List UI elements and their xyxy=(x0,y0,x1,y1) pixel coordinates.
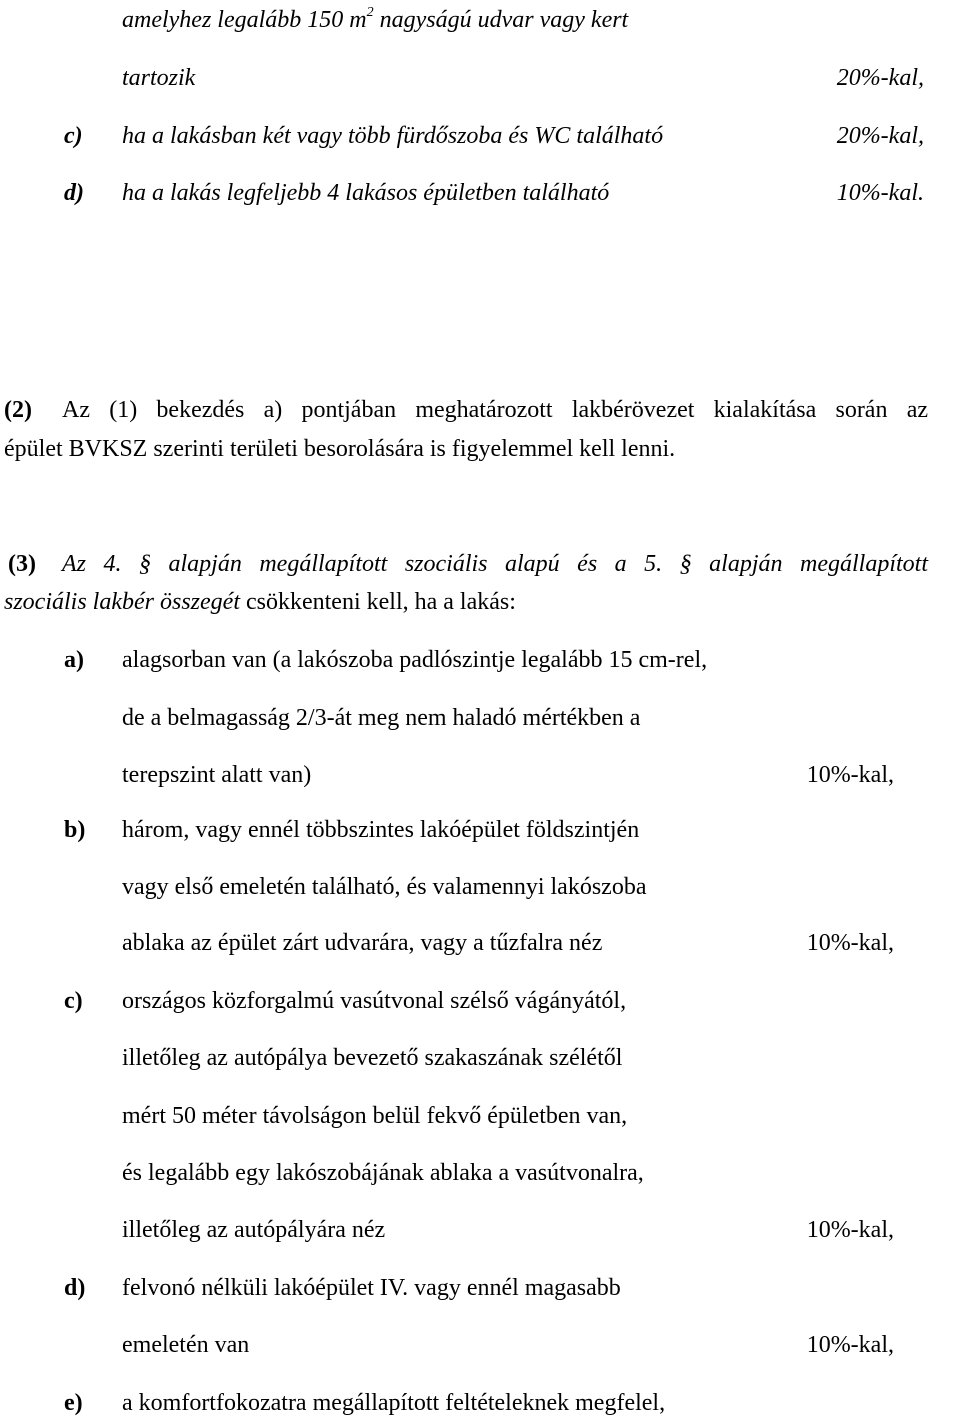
para-2-line-2 xyxy=(0,431,960,467)
list-c-marker: c) xyxy=(64,123,83,149)
para-3-line-1 xyxy=(0,546,960,582)
item-d-percent: 10%-kal, xyxy=(806,1332,894,1358)
item-d-line-2 xyxy=(0,1327,960,1363)
para-2-line-1 xyxy=(0,392,960,428)
para-2-text-2: épület BVKSZ szerinti területi besorolására is figyelemmel kell lenni. xyxy=(4,436,676,462)
list-b-line-2 xyxy=(0,60,960,96)
item-a-text-2: de a belmagasság 2/3-át meg nem haladó mértékben a xyxy=(122,705,641,731)
item-b-marker: b) xyxy=(64,817,86,843)
para-3-text-1: Az 4. § alapján megállapított szociális alapú és a 5. § alapján megállapított xyxy=(62,551,928,577)
item-d-line-1 xyxy=(0,1270,960,1306)
item-b-text-1: három, vagy ennél többszintes lakóépület földszintjén xyxy=(122,817,640,843)
list-d-marker: d) xyxy=(64,180,84,206)
item-c-line-1 xyxy=(0,983,960,1019)
item-c-text-1: országos közforgalmú vasútvonal szélső vágányától, xyxy=(122,988,627,1014)
item-e-line-1 xyxy=(0,1385,960,1421)
item-c-text-5: illetőleg az autópályára néz xyxy=(122,1217,386,1243)
item-c-line-2 xyxy=(0,1040,960,1076)
item-c-line-3 xyxy=(0,1098,960,1134)
item-c-line-5 xyxy=(0,1212,960,1248)
item-a-line-3 xyxy=(0,757,960,793)
item-c-text-4: és legalább egy lakószobájának ablaka a vasútvonalra, xyxy=(122,1160,644,1186)
item-c-percent: 10%-kal, xyxy=(806,1217,894,1243)
item-c-text-3: mért 50 méter távolságon belül fekvő épületben van, xyxy=(122,1103,628,1129)
para-3-line-2 xyxy=(0,584,960,620)
list-d-percent: 10%-kal. xyxy=(836,180,924,206)
item-b-text-3: ablaka az épület zárt udvarára, vagy a tűzfalra néz xyxy=(122,930,603,956)
item-a-text-1: alagsorban van (a lakószoba padlószintje legalább 15 cm-rel, xyxy=(122,647,708,673)
item-c-text-2: illetőleg az autópálya bevezető szakaszának szélétől xyxy=(122,1045,623,1071)
list-c-percent: 20%-kal, xyxy=(836,123,924,149)
superscript-2: 2 xyxy=(366,5,374,20)
item-b-line-3 xyxy=(0,925,960,961)
item-b-percent: 10%-kal, xyxy=(806,930,894,956)
item-b-text-2: vagy első emeletén található, és valamennyi lakószoba xyxy=(122,874,647,900)
list-b-text-1: amelyhez legalább 150 $m^2$ nagyságú udvar vagy kert xyxy=(122,5,629,33)
item-a-marker: a) xyxy=(64,647,84,673)
item-b-line-1 xyxy=(0,812,960,848)
para-3-number: (3) xyxy=(8,551,36,577)
list-b-percent: 20%-kal, xyxy=(836,65,924,91)
item-a-percent: 10%-kal, xyxy=(806,762,894,788)
item-a-text-3: terepszint alatt van) xyxy=(122,762,312,788)
item-c-line-4 xyxy=(0,1155,960,1191)
item-a-line-2 xyxy=(0,700,960,736)
item-d-marker: d) xyxy=(64,1275,86,1301)
list-c-line xyxy=(0,118,960,154)
item-d-text-1: felvonó nélküli lakóépület IV. vagy ennél magasabb xyxy=(122,1275,621,1301)
item-b-line-2 xyxy=(0,869,960,905)
list-b-line-1 xyxy=(0,2,960,38)
para-2-number: (2) xyxy=(4,397,32,423)
item-c-marker: c) xyxy=(64,988,83,1014)
item-d-text-2: emeletén van xyxy=(122,1332,250,1358)
para-2-text-1: Az (1) bekezdés a) pontjában meghatározott lakbérövezet kialakítása során az xyxy=(62,397,928,423)
item-a-line-1 xyxy=(0,642,960,678)
list-b-text-2: tartozik xyxy=(122,65,196,91)
item-e-text-1: a komfortfokozatra megállapított feltételeknek megfelel, xyxy=(122,1390,666,1416)
list-d-text: ha a lakás legfeljebb 4 lakásos épületben található xyxy=(122,180,610,206)
list-c-text: ha a lakásban két vagy több fürdőszoba és WC található xyxy=(122,123,664,149)
para-3-text-2: szociális lakbér összegét csökkenteni kell, ha a lakás: xyxy=(4,589,516,615)
item-e-marker: e) xyxy=(64,1390,83,1416)
list-d-line xyxy=(0,175,960,211)
